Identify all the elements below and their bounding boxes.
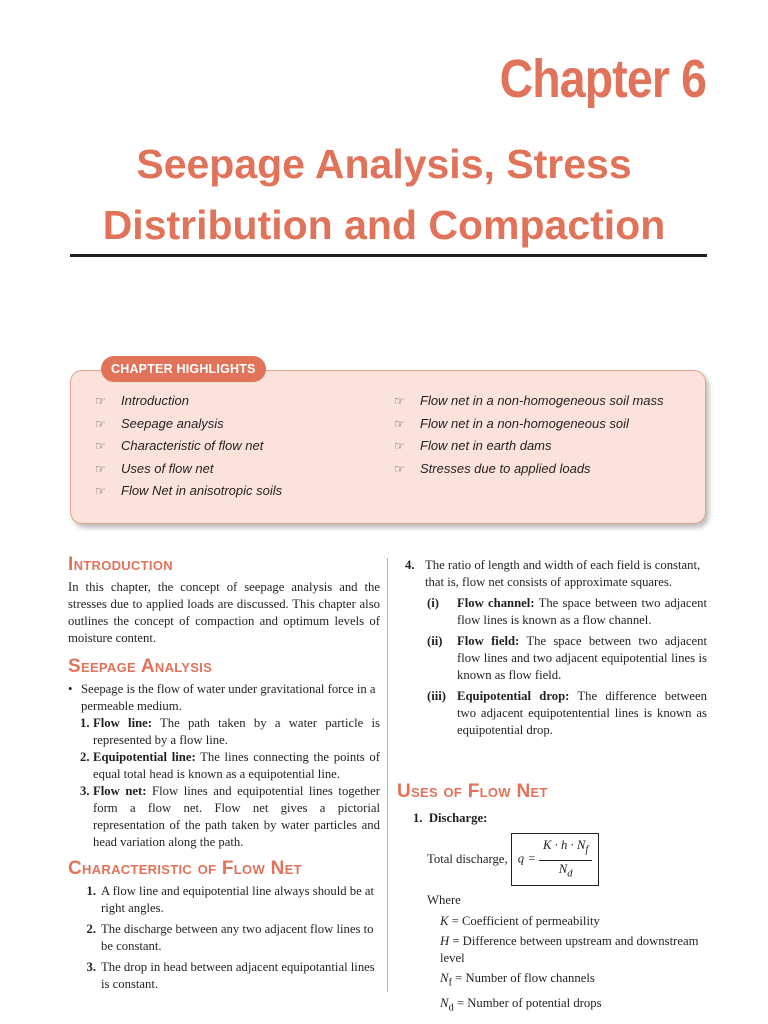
formula-fraction: $\frac{K \cdot h \cdot N_f}{N_d}$	[539, 837, 592, 882]
uses-of-flow-net-heading: Uses of Flow Net	[397, 781, 548, 802]
characteristic-heading: Characteristic of Flow Net	[68, 858, 302, 879]
column-divider	[387, 558, 388, 992]
characteristic-item: 1. A flow line and equipotential line always should be at right angles.	[86, 884, 375, 915]
chapter-title-line-1: Seepage Analysis, Stress	[136, 141, 632, 187]
characteristic-item: 2. The discharge between any two adjacent flow lines to be constant.	[86, 922, 374, 953]
chapter-label: Chapter 6	[499, 49, 706, 109]
pointing-hand-icon: ☞	[95, 394, 106, 408]
right-column	[397, 557, 708, 1016]
definitions-list	[405, 913, 707, 1016]
highlight-item: ☞ Characteristic of flow net	[95, 435, 282, 458]
characteristic-subitem: (i) Flow channel: The space between two adjacent flow lines is known as a flow channel.	[427, 596, 708, 627]
pointing-hand-icon: ☞	[394, 394, 405, 408]
highlights-left-column	[95, 390, 282, 503]
seepage-item: 2. Equipotential line: The lines connecting the points of equal total head is known as a equipotential line.	[80, 750, 380, 781]
pointing-hand-icon: ☞	[95, 484, 106, 498]
pointing-hand-icon: ☞	[95, 461, 106, 476]
characteristic-item: 3. The drop in head between adjacent equipotantial lines is constant.	[86, 960, 375, 991]
where-label: Where	[427, 893, 461, 908]
formula-box: q = $\frac{K \cdot h \cdot N_f}{N_d}$	[511, 833, 600, 886]
characteristic-subitem: (ii) Flow field: The space between two adjacent flow lines and two adjacent equipotential lines is known as flow field.	[427, 634, 707, 682]
seepage-item: 3. Flow net: Flow lines and equipotential lines together form a flow net. Flow net gives a pictorial representation of the path taken by water particles and head variation along the path.	[80, 784, 380, 849]
title-rule	[70, 254, 707, 257]
pointing-hand-icon: ☞	[394, 416, 405, 431]
definition-item: H = Difference between upstream and downstream level	[440, 934, 699, 966]
pointing-hand-icon: ☞	[394, 439, 405, 453]
highlights-right-column	[394, 390, 664, 480]
highlight-item: ☞ Flow net in a non-homogeneous soil	[394, 413, 664, 436]
highlight-item: ☞ Flow net in earth dams	[394, 435, 664, 458]
highlight-item: ☞ Stresses due to applied loads	[394, 458, 664, 481]
seepage-bullet: • Seepage is the flow of water under gravitational force in a permeable medium.	[68, 682, 376, 713]
highlight-item: ☞ Seepage analysis	[95, 413, 282, 436]
introduction-text: In this chapter, the concept of seepage analysis and the stresses due to applied loads are discussed. This chapter also outlines the concept of compaction and optimum levels of moisture content.	[68, 580, 380, 645]
highlight-item: ☞ Uses of flow net	[95, 458, 282, 481]
pointing-hand-icon: ☞	[394, 461, 405, 476]
left-column	[68, 556, 380, 993]
definition-item: $N_d$ = Number of potential drops	[440, 995, 602, 1014]
highlight-item: ☞ Flow net in a non-homogeneous soil mass	[394, 390, 664, 413]
discharge-item: 1. Discharge:	[413, 811, 488, 825]
definition-item: $N_f$ = Number of flow channels	[440, 971, 595, 989]
highlight-item: ☞ Flow Net in anisotropic soils	[95, 480, 282, 503]
bullet-dot-icon: •	[68, 682, 73, 696]
seepage-item: 1. Flow line: The path taken by a water particle is represented by a flow line.	[80, 716, 380, 747]
seepage-analysis-heading: Seepage Analysis	[68, 656, 213, 677]
pointing-hand-icon: ☞	[95, 439, 106, 453]
pointing-hand-icon: ☞	[95, 416, 106, 431]
characteristic-subitem: (iii) Equipotential drop: The difference between two adjacent equipotentential lines is known as equipotential drop.	[427, 689, 707, 737]
discharge-formula: Total discharge, q = $\frac{K \cdot h \cdot N_f}{N_d}$	[405, 833, 707, 886]
highlight-item: ☞ Introduction	[95, 390, 282, 413]
definition-item: K = Coefficient of permeability	[440, 914, 600, 929]
characteristic-item: 4. The ratio of length and width of each field is constant, that is, flow net consists of approximate squares.	[405, 558, 701, 589]
chapter-title-line-2: Distribution and Compaction	[102, 202, 666, 248]
introduction-heading: Introduction	[68, 554, 173, 575]
chapter-highlights-label: CHAPTER HIGHLIGHTS	[101, 356, 266, 382]
